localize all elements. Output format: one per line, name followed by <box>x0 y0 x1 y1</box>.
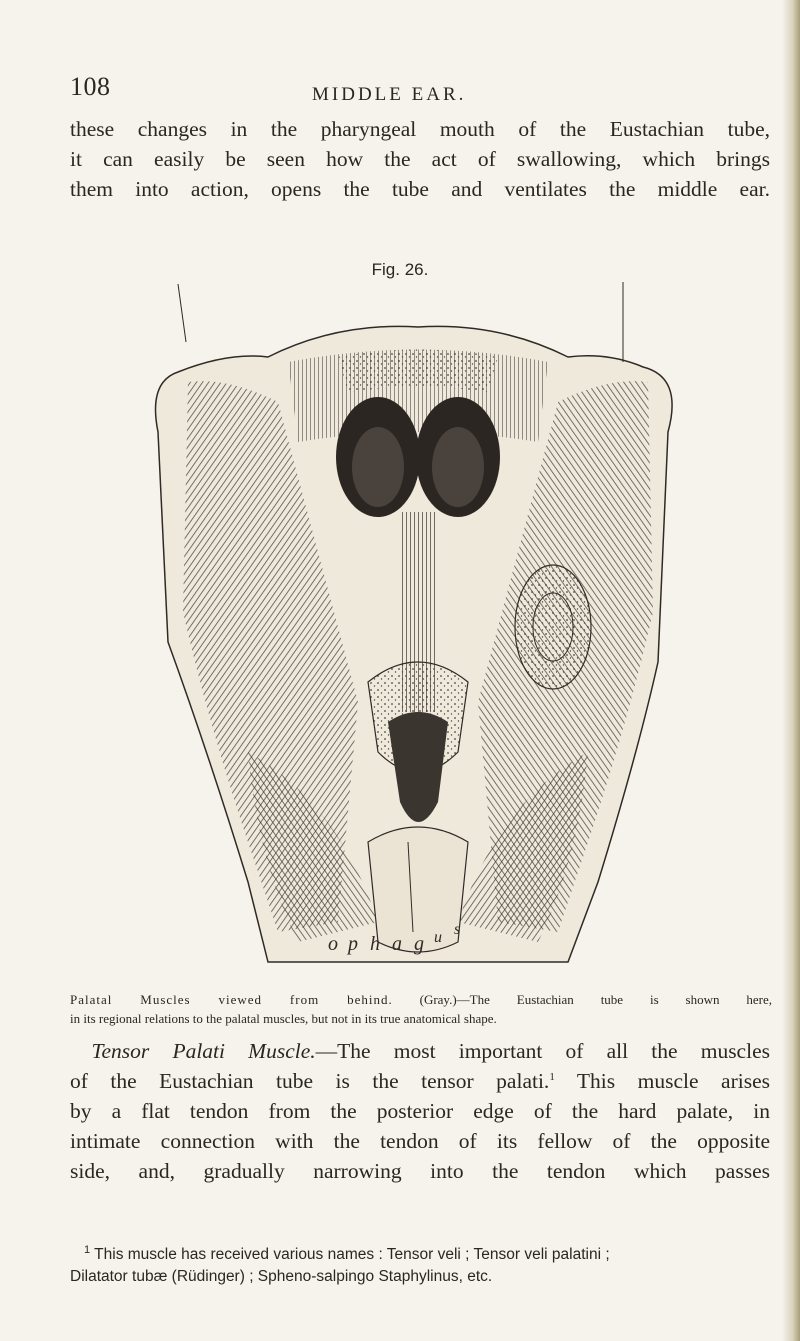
tensor-paragraph <box>70 1036 770 1186</box>
caption-line-2: in its regional relations to the palatal muscles, but not in its true anatomical shape. <box>70 1011 497 1026</box>
intro-line-1: these changes in the pharyngeal mouth of the Eustachian tube, <box>70 117 770 141</box>
plate-letter-h: h <box>370 933 380 955</box>
intro-line-2: it can easily be seen how the act of swallowing, which brings <box>70 147 770 171</box>
tensor-line-2-pre: of the Eustachian tube is the tensor palati. <box>70 1069 550 1093</box>
tensor-line-2 <box>70 1066 770 1096</box>
caption-line-1 <box>70 990 772 1009</box>
tensor-line-1-rest: —The most important of all the muscles <box>315 1039 770 1063</box>
footnote-line-1 <box>70 1244 770 1266</box>
footnote-marker: 1 <box>84 1243 91 1256</box>
plate-letter-u: u <box>434 929 442 946</box>
tensor-heading: Tensor Palati Muscle. <box>91 1039 316 1063</box>
plate-letter-p: p <box>348 933 358 955</box>
plate-letter-g: g <box>414 933 424 955</box>
plate-letter-a: a <box>392 933 402 955</box>
intro-line-3: them into action, opens the tube and ventilates the middle ear. <box>70 177 770 201</box>
footnote <box>70 1244 770 1288</box>
tensor-line-3: by a flat tendon from the posterior edge of the hard palate, in <box>70 1099 770 1123</box>
plate-letter-s: s <box>454 921 461 938</box>
palatal-muscles-illustration <box>138 282 698 982</box>
tensor-line-4: intimate connection with the tendon of its fellow of the opposite <box>70 1129 770 1153</box>
caption-source: (Gray.) <box>419 992 457 1007</box>
running-head: MIDDLE EAR. <box>312 84 467 105</box>
tensor-line-1 <box>70 1036 770 1066</box>
footnote-line-2: Dilatator tubæ (Rüdinger) ; Spheno-salpingo Staphylinus, etc. <box>70 1268 493 1285</box>
page-number: 108 <box>70 72 111 101</box>
figure-caption <box>70 990 772 1028</box>
footnote-line-1-text: This muscle has received various names : Tensor veli ; Tensor veli palatini ; <box>94 1246 610 1263</box>
tensor-line-5: side, and, gradually narrowing into the tendon which passes <box>70 1159 770 1183</box>
footnote-ref: 1 <box>549 1070 555 1083</box>
caption-line-1-rest: —The Eustachian tube is shown here, <box>456 992 772 1007</box>
figure-label: Fig. 26. <box>371 260 429 279</box>
tensor-line-2-post: This muscle arises <box>554 1069 771 1093</box>
page-edge-shadow <box>782 0 800 1341</box>
intro-paragraph <box>70 114 770 204</box>
caption-title: Palatal Muscles viewed from behind. <box>70 992 393 1007</box>
plate-letter-o: o <box>328 933 338 955</box>
